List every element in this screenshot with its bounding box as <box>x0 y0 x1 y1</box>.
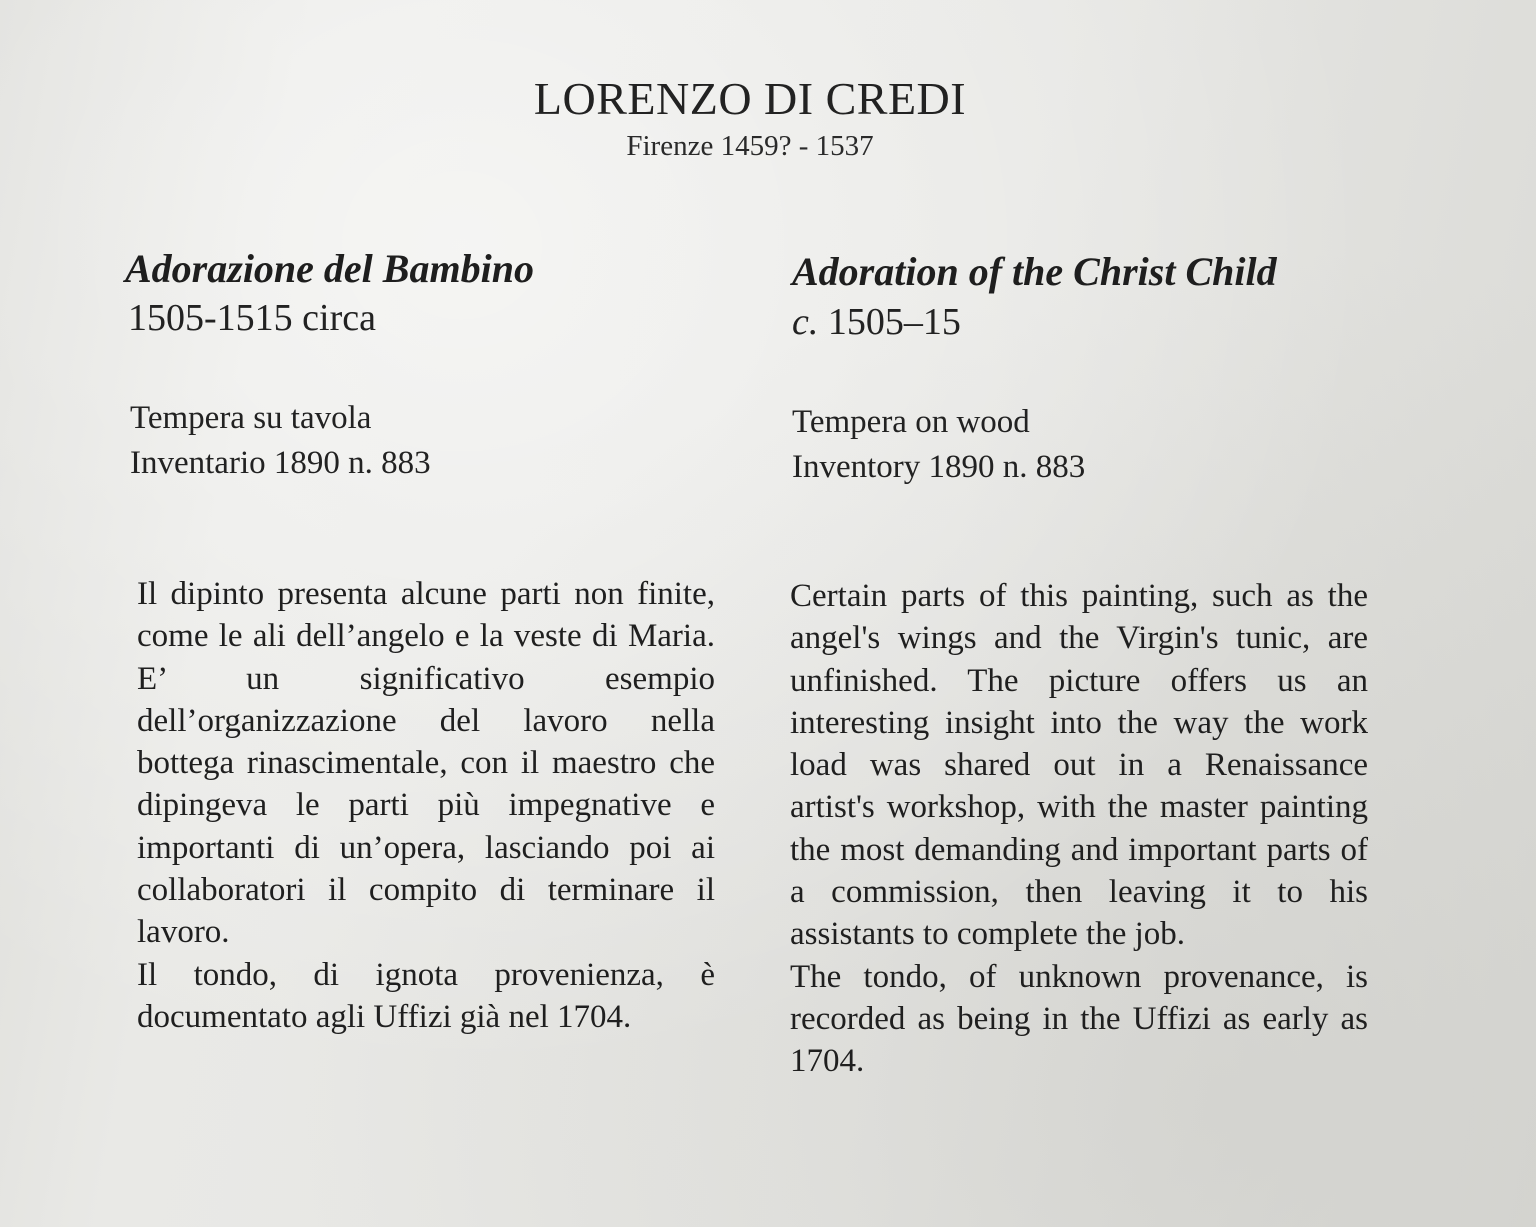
italian-details <box>130 396 431 486</box>
italian-medium: Tempera su tavola <box>130 400 372 436</box>
italian-description-paragraph-2: Il tondo, di ignota provenienza, è documentato agli Uffizi già nel 1704. <box>137 956 715 1035</box>
italian-description <box>137 573 715 1038</box>
artist-dates: Firenze 1459? - 1537 <box>626 130 874 162</box>
english-medium: Tempera on wood <box>792 404 1030 440</box>
english-description <box>790 575 1368 1083</box>
english-description-paragraph-1: Certain parts of this painting, such as the angel's wings and the Virgin's tunic, are unfinished. The picture offers us an interesting insight into the way the work load was shared out in a Renaissance artist's workshop, with the master painting the most demanding and important parts of a commission, then leaving it to his assistants to complete the job. <box>790 578 1368 953</box>
english-date-prefix: c. <box>792 301 819 343</box>
english-details <box>792 400 1085 490</box>
italian-inventory: Inventario 1890 n. 883 <box>130 445 431 481</box>
english-description-paragraph-2: The tondo, of unknown provenance, is recorded as being in the Uffizi as early as 1704. <box>790 958 1368 1080</box>
italian-date: 1505-1515 circa <box>128 297 376 339</box>
english-date <box>792 300 961 344</box>
english-title: Adoration of the Christ Child <box>792 249 1277 294</box>
italian-title: Adorazione del Bambino <box>125 246 534 291</box>
english-inventory: Inventory 1890 n. 883 <box>792 449 1086 485</box>
italian-description-paragraph-1: Il dipinto presenta alcune parti non finite, come le ali dell’angelo e la veste di Maria. E’ un significativo esempio dell’organizzazione del lavoro nella bottega rinascimentale, con il maestro che dipingeva le parti più impegnative e importanti di un’opera, lasciando poi ai collaboratori il compito di terminare il lavoro. <box>137 576 715 951</box>
english-date-value: 1505–15 <box>827 301 961 343</box>
artist-name: LORENZO DI CREDI <box>533 73 967 124</box>
